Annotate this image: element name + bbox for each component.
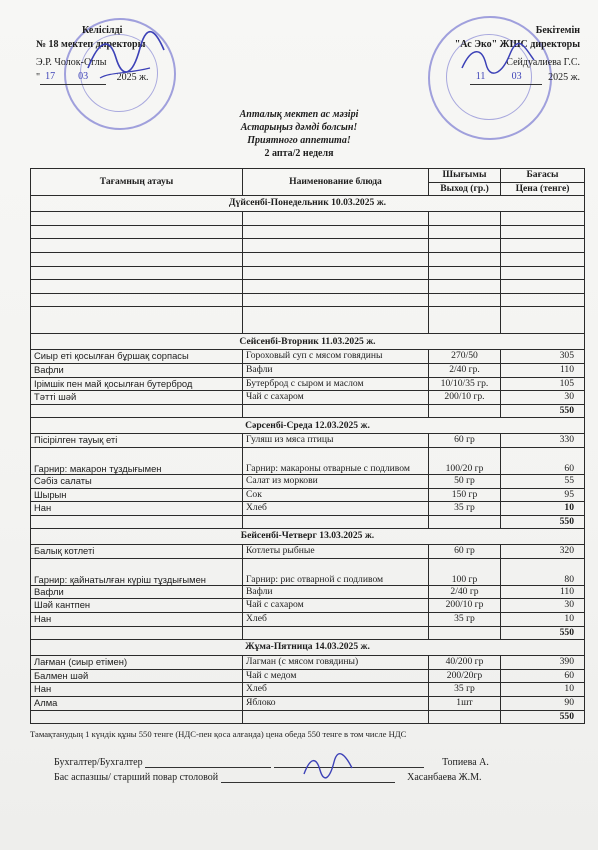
menu-table [30, 168, 585, 724]
table-row: Нан Хлеб 35 гр 10 [31, 683, 585, 697]
table-row: Шәй кантпен Чай с сахаром 200/10 гр 30 [31, 599, 585, 613]
table-row: Нан Хлеб 35 гр 10 [31, 613, 585, 627]
company-director-name: Сейдуалиева Г.С. [506, 57, 580, 68]
total-row-thursday: 550 [31, 626, 585, 640]
chef-name: Хасанбаева Ж.М. [407, 772, 482, 783]
table-row [31, 307, 585, 334]
table-row: Нан Хлеб 35 гр 10 [31, 502, 585, 516]
table-row: Сәбіз салаты Салат из моркови 50 гр 55 [31, 474, 585, 488]
table-row [31, 212, 585, 226]
table-row [31, 239, 585, 253]
total-row-wednesday: 550 [31, 515, 585, 529]
school-director-name: Э.Р. Чолок-Оглы [36, 57, 107, 68]
table-row [31, 293, 585, 307]
accountant-label: Бухгалтер/Бухгалтер [54, 757, 143, 768]
header-dish-kz: Тағамның атауы [31, 169, 243, 196]
table-row [31, 225, 585, 239]
header-output-ru: Выход (гр.) [429, 182, 501, 196]
table-row [31, 266, 585, 280]
day-row-monday: Дүйсенбі-Понедельник 10.03.2025 ж. [31, 196, 585, 212]
day-row-friday: Жұма-Пятница 14.03.2025 ж. [31, 640, 585, 656]
table-row: Балмен шәй Чай с медом 200/20гр 60 [31, 669, 585, 683]
header-dish-ru: Наименование блюда [243, 169, 429, 196]
table-row: Гарнир: қайнатылған күріш тұздығымен Гарнир: рис отварной с подливом 100 гр 80 [31, 558, 585, 585]
table-row: Пісірілген тауық еті Гуляш из мяса птицы 60 гр 330 [31, 434, 585, 448]
chef-label: Бас аспазшы/ старший повар столовой [54, 772, 219, 783]
header-price-ru: Цена (тенге) [501, 182, 585, 196]
day-row-wednesday: Сәрсенбі-Среда 12.03.2025 ж. [31, 418, 585, 434]
table-row [31, 280, 585, 294]
day-row-thursday: Бейсенбі-Четверг 13.03.2025 ж. [31, 529, 585, 545]
table-row: Алма Яблоко 1шт 90 [31, 697, 585, 711]
table-row: Балық котлеті Котлеты рыбные 60 гр 320 [31, 545, 585, 559]
table-row: Вафли Вафли 2/40 гр 110 [31, 585, 585, 599]
day-row-tuesday: Сейсенбі-Вторник 11.03.2025 ж. [31, 334, 585, 350]
week-label: 2 апта/2 неделя [264, 148, 334, 159]
table-row: Сиыр еті қосылған бұршақ сорпасы Гороховый суп с мясом говядины 270/50 305 [31, 350, 585, 364]
table-row: Ірімшік пен май қосылған бутерброд Бутерброд с сыром и маслом 10/10/35 гр. 105 [31, 377, 585, 391]
total-row-friday: 550 [31, 710, 585, 724]
director-signature [80, 28, 170, 88]
table-row: Вафли Вафли 2/40 гр. 110 [31, 363, 585, 377]
table-row [31, 252, 585, 266]
right-date-line: 11 03 2025 ж. [430, 70, 580, 85]
left-date-line: " 17 03 2025 ж. [36, 71, 149, 83]
accountant-signature-row [54, 757, 489, 768]
school-director-title: № 18 мектеп директоры [36, 39, 146, 50]
accountant-name: Топиева А. [442, 757, 489, 768]
approved-label: Бекітемін [535, 25, 580, 36]
table-header-row [31, 169, 585, 183]
price-footnote: Тамақтанудың 1 күндік құны 550 тенге (НДС-пен қоса алғанда) цена обеда 550 тенге в том числе НДС [30, 729, 407, 739]
table-row: Гарнир: макарон тұздығымен Гарнир: макароны отварные с подливом 100/20 гр 60 [31, 447, 585, 474]
greeting-ru: Приятного аппетита! [247, 135, 351, 146]
header-output-kz: Шығымы [429, 169, 501, 183]
agreed-label: Келісілді [82, 25, 123, 36]
header-price-kz: Бағасы [501, 169, 585, 183]
table-row: Тәтті шәй Чай с сахаром 200/10 гр. 30 [31, 391, 585, 405]
chef-signature-row [54, 772, 482, 783]
table-row: Лағман (сиыр етімен) Лагман (с мясом говядины) 40/200 гр 390 [31, 656, 585, 670]
chef-signature [300, 752, 356, 782]
total-row-tuesday: 550 [31, 404, 585, 418]
company-director-title: "Ас Эко" ЖШС директоры [454, 39, 580, 50]
table-row: Шырын Сок 150 гр 95 [31, 488, 585, 502]
menu-title-kz: Апталық мектеп ас мәзірі [239, 109, 359, 120]
greeting-kz: Астарыңыз дәмді болсын! [240, 122, 358, 133]
company-signature [458, 40, 538, 80]
menu-title-block [0, 108, 598, 160]
